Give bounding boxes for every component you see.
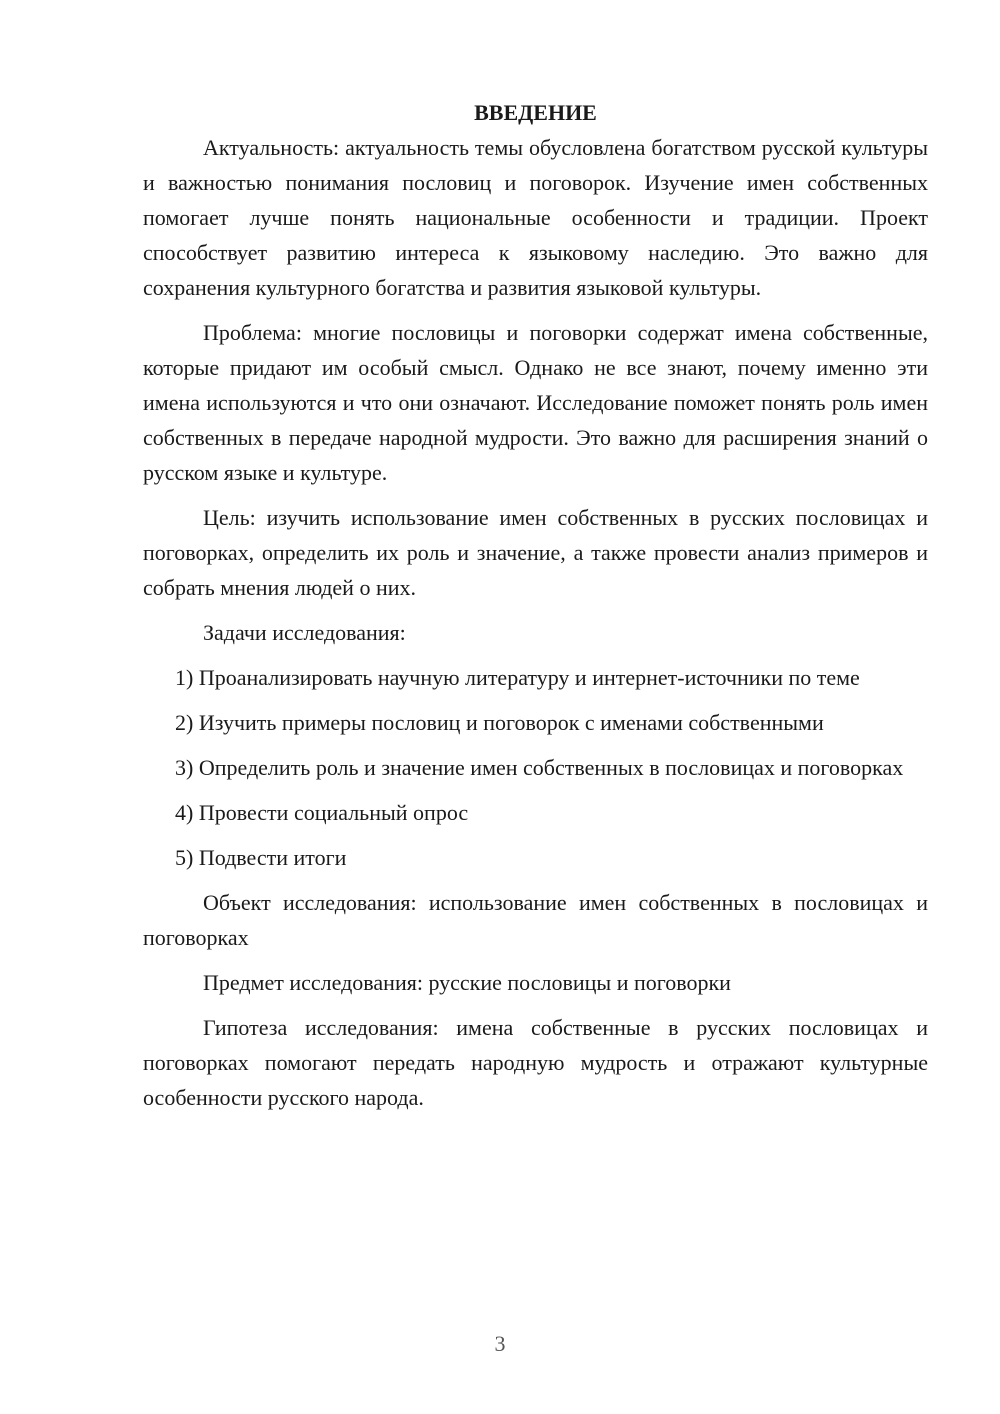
task-item-4: 4) Провести социальный опрос	[175, 800, 469, 825]
object-paragraph: Объект исследования: использование имен собственных в пословицах и поговорках	[143, 890, 928, 950]
subject-paragraph: Предмет исследования: русские пословицы и поговорки	[203, 970, 731, 995]
problem-paragraph: Проблема: многие пословицы и поговорки содержат имена собственные, которые придают им особый смысл. Однако не все знают, почему именно эти имена используются и что они означают. Исследование поможет понять роль имен собственных в передаче народной мудрости. Это важно для расширения знаний о русском языке и культуре.	[143, 320, 928, 485]
page-number: 3	[494, 1331, 506, 1356]
task-item-3: 3) Определить роль и значение имен собственных в пословицах и поговорках	[175, 755, 904, 780]
relevance-paragraph: Актуальность: актуальность темы обусловлена богатством русской культуры и важностью понимания пословиц и поговорок. Изучение имен собственных помогает лучше понять национальные особенности и традиции. Проект способствует развитию интереса к языковому наследию. Это важно для сохранения культурного богатства и развития языковой культуры.	[143, 135, 928, 300]
task-item-1: 1) Проанализировать научную литературу и интернет-источники по теме	[175, 665, 860, 690]
document-page	[143, 95, 928, 1125]
section-title: ВВЕДЕНИЕ	[474, 100, 597, 125]
task-item-5: 5) Подвести итоги	[175, 845, 347, 870]
goal-paragraph: Цель: изучить использование имен собственных в русских пословицах и поговорках, определить их роль и значение, а также провести анализ примеров и собрать мнения людей о них.	[143, 505, 928, 600]
task-item-2: 2) Изучить примеры пословиц и поговорок с именами собственными	[175, 710, 824, 735]
hypothesis-paragraph: Гипотеза исследования: имена собственные в русских пословицах и поговорках помогают передать народную мудрость и отражают культурные особенности русского народа.	[143, 1015, 928, 1110]
tasks-heading: Задачи исследования:	[203, 620, 406, 645]
